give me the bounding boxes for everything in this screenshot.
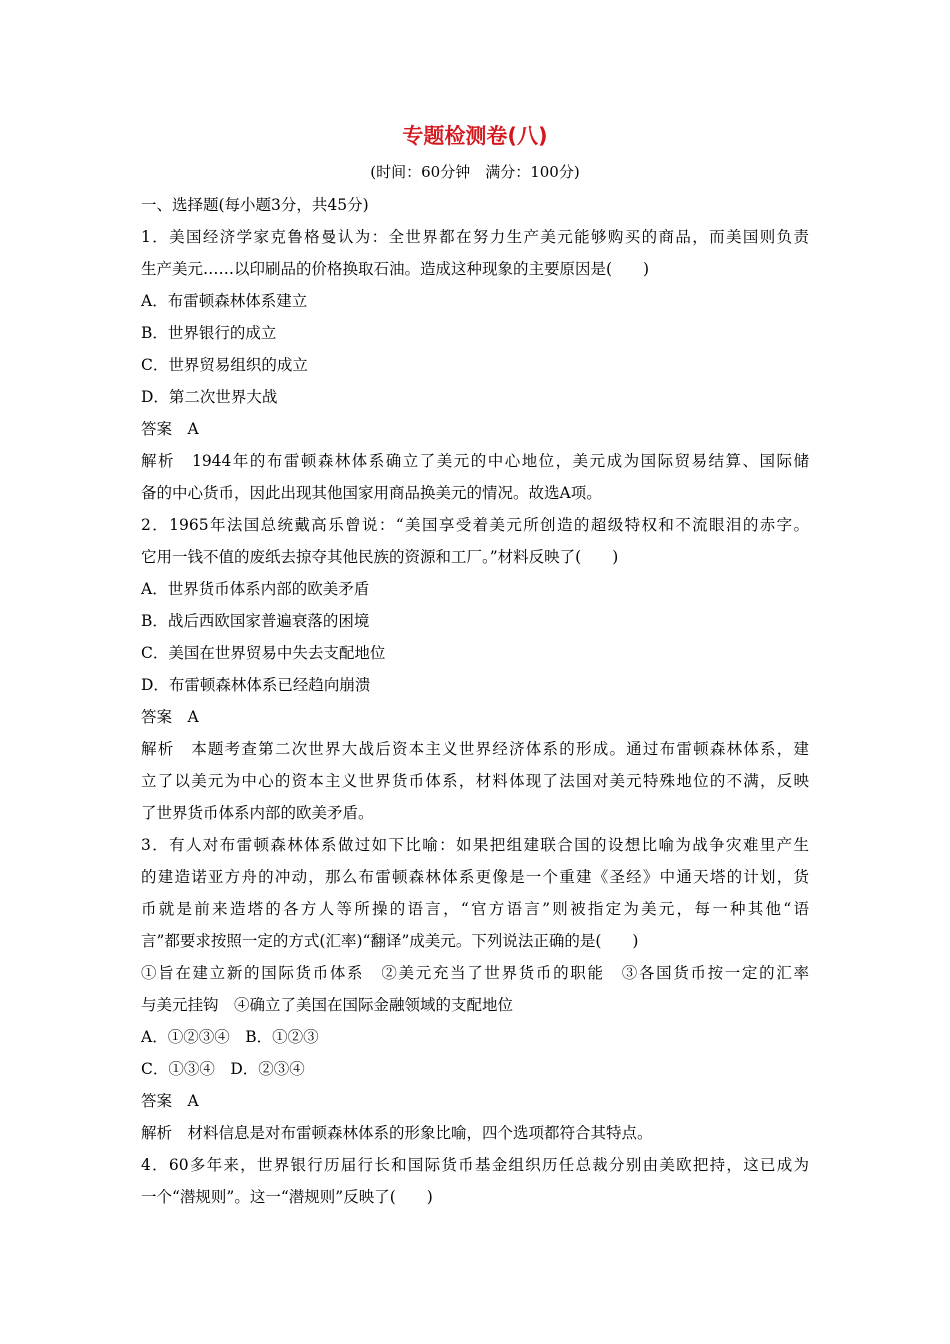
q1-option-c: C．世界贸易组织的成立 xyxy=(141,356,308,374)
q1-answer: 答案 A xyxy=(141,420,199,438)
q3-stem-line4: 言”都要求按照一定的方式(汇率)“翻译”成美元。下列说法正确的是( ) xyxy=(141,932,639,950)
q2-analysis-line3: 了世界货币体系内部的欧美矛盾。 xyxy=(141,804,374,822)
q2-option-c: C．美国在世界贸易中失去支配地位 xyxy=(141,644,386,662)
q3-stem-line1: 3．有人对布雷顿森林体系做过如下比喻：如果把组建联合国的设想比喻为战争灾难里产生 xyxy=(141,836,809,854)
q1-analysis-line1: 解析 1944年的布雷顿森林体系确立了美元的中心地位，美元成为国际贸易结算、国际储 xyxy=(141,452,809,470)
q1-option-d: D．第二次世界大战 xyxy=(141,388,278,406)
q3-stem-line2: 的建造诺亚方舟的冲动，那么布雷顿森林体系更像是一个重建《圣经》中通天塔的计划，货 xyxy=(141,868,809,886)
q4-stem-line2: 一个“潜规则”。这一“潜规则”反映了( ) xyxy=(141,1188,433,1206)
q2-analysis-line1: 解析 本题考查第二次世界大战后资本主义世界经济体系的形成。通过布雷顿森林体系，建 xyxy=(141,740,809,758)
q1-stem-line2: 生产美元……以印刷品的价格换取石油。造成这种现象的主要原因是( ) xyxy=(141,260,650,278)
q1-option-b: B．世界银行的成立 xyxy=(141,324,277,342)
q3-items-line2: 与美元挂钩 ④确立了美国在国际金融领域的支配地位 xyxy=(141,996,514,1014)
section-heading: 一、选择题(每小题3分，共45分) xyxy=(141,196,369,214)
q1-stem-line1: 1．美国经济学家克鲁格曼认为：全世界都在努力生产美元能够购买的商品，而美国则负责 xyxy=(141,228,809,246)
q3-analysis-line1: 解析 材料信息是对布雷顿森林体系的形象比喻，四个选项都符合其特点。 xyxy=(141,1124,653,1142)
q1-analysis-line2: 备的中心货币，因此出现其他国家用商品换美元的情况。故选A项。 xyxy=(141,484,602,502)
q3-items-line1: ①旨在建立新的国际货币体系 ②美元充当了世界货币的职能 ③各国货币按一定的汇率 xyxy=(141,964,809,982)
q1-option-a: A．布雷顿森林体系建立 xyxy=(141,292,308,310)
q2-option-b: B．战后西欧国家普遍衰落的困境 xyxy=(141,612,370,630)
q2-option-d: D．布雷顿森林体系已经趋向崩溃 xyxy=(141,676,371,694)
q2-option-a: A．世界货币体系内部的欧美矛盾 xyxy=(141,580,370,598)
q2-answer: 答案 A xyxy=(141,708,199,726)
exam-info: (时间：60分钟 满分：100分) xyxy=(370,163,580,181)
q2-stem-line2: 它用一钱不值的废纸去掠夺其他民族的资源和工厂。”材料反映了( ) xyxy=(141,548,619,566)
q4-stem-line1: 4．60多年来，世界银行历届行长和国际货币基金组织历任总裁分别由美欧把持，这已成为 xyxy=(141,1156,809,1174)
page-title: 专题检测卷(八) xyxy=(402,124,548,148)
q2-stem-line1: 2．1965年法国总统戴高乐曾说：“美国享受着美元所创造的超级特权和不流眼泪的赤字。 xyxy=(141,516,809,534)
q3-options-line2: C．①③④ D．②③④ xyxy=(141,1060,305,1078)
q3-options-line1: A．①②③④ B．①②③ xyxy=(141,1028,319,1046)
q3-answer: 答案 A xyxy=(141,1092,199,1110)
q3-stem-line3: 币就是前来造塔的各方人等所操的语言，“官方语言”则被指定为美元，每一种其他“语 xyxy=(141,900,809,918)
q2-analysis-line2: 立了以美元为中心的资本主义世界货币体系，材料体现了法国对美元特殊地位的不满，反映 xyxy=(141,772,809,790)
